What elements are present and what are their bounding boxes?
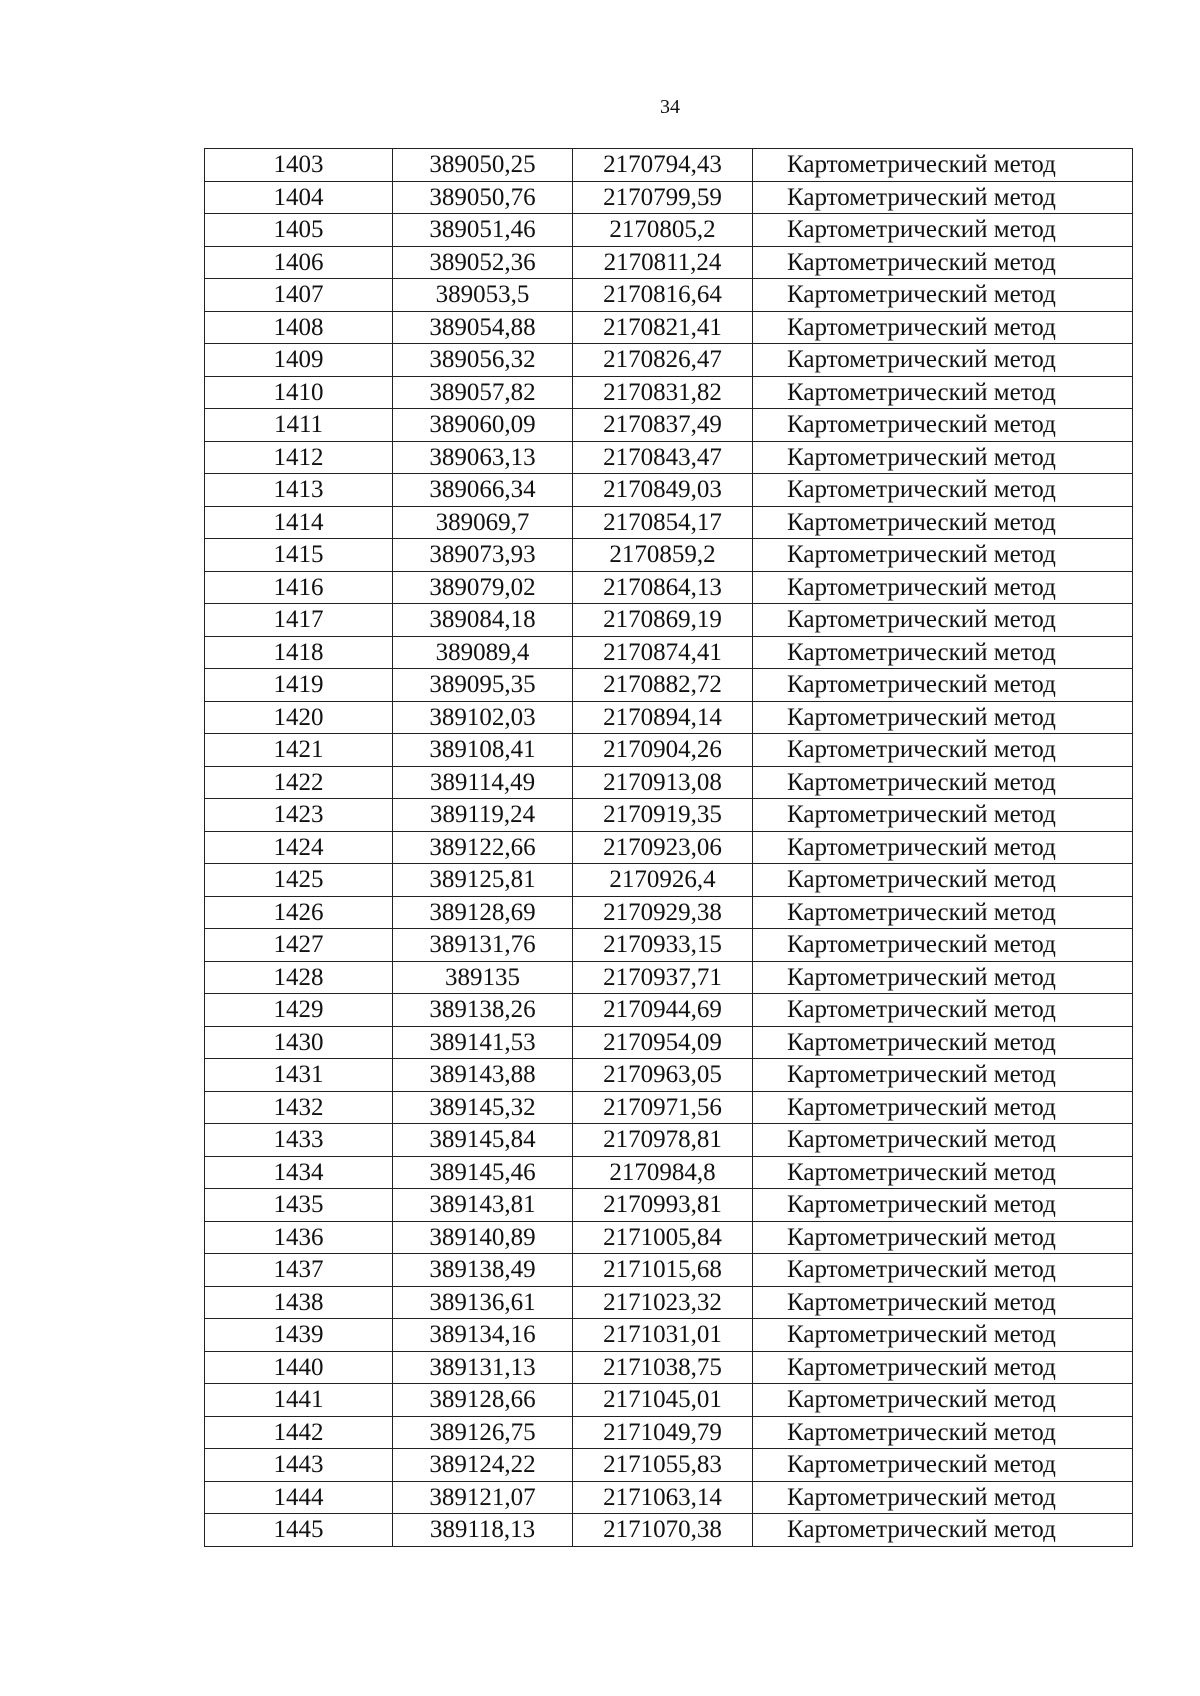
table-row [205, 831, 1133, 864]
point-number-cell: 1420 [205, 701, 393, 734]
table-row [205, 799, 1133, 832]
method-cell: Картометрический метод [753, 1319, 1133, 1352]
table-row [205, 994, 1133, 1027]
point-number-cell: 1403 [205, 149, 393, 182]
table-row [205, 864, 1133, 897]
method-cell: Картометрический метод [753, 896, 1133, 929]
method-cell: Картометрический метод [753, 1449, 1133, 1482]
x-coordinate-cell: 389145,32 [393, 1091, 573, 1124]
x-coordinate-cell: 389053,5 [393, 279, 573, 312]
x-coordinate-cell: 389084,18 [393, 604, 573, 637]
method-cell: Картометрический метод [753, 441, 1133, 474]
y-coordinate-cell: 2170794,43 [573, 149, 753, 182]
y-coordinate-cell: 2170859,2 [573, 539, 753, 572]
table-row [205, 636, 1133, 669]
point-number-cell: 1416 [205, 571, 393, 604]
method-cell: Картометрический метод [753, 1221, 1133, 1254]
y-coordinate-cell: 2171063,14 [573, 1481, 753, 1514]
x-coordinate-cell: 389145,46 [393, 1156, 573, 1189]
method-cell: Картометрический метод [753, 1416, 1133, 1449]
y-coordinate-cell: 2170843,47 [573, 441, 753, 474]
y-coordinate-cell: 2170799,59 [573, 181, 753, 214]
x-coordinate-cell: 389128,66 [393, 1384, 573, 1417]
y-coordinate-cell: 2170937,71 [573, 961, 753, 994]
x-coordinate-cell: 389136,61 [393, 1286, 573, 1319]
x-coordinate-cell: 389126,75 [393, 1416, 573, 1449]
y-coordinate-cell: 2170963,05 [573, 1059, 753, 1092]
point-number-cell: 1421 [205, 734, 393, 767]
method-cell: Картометрический метод [753, 1189, 1133, 1222]
point-number-cell: 1414 [205, 506, 393, 539]
table-row [205, 506, 1133, 539]
y-coordinate-cell: 2171005,84 [573, 1221, 753, 1254]
table-row [205, 896, 1133, 929]
x-coordinate-cell: 389119,24 [393, 799, 573, 832]
method-cell: Картометрический метод [753, 344, 1133, 377]
y-coordinate-cell: 2171015,68 [573, 1254, 753, 1287]
y-coordinate-cell: 2170826,47 [573, 344, 753, 377]
table-row [205, 344, 1133, 377]
point-number-cell: 1430 [205, 1026, 393, 1059]
point-number-cell: 1411 [205, 409, 393, 442]
table-row [205, 539, 1133, 572]
method-cell: Картометрический метод [753, 1254, 1133, 1287]
table-row [205, 1449, 1133, 1482]
point-number-cell: 1429 [205, 994, 393, 1027]
method-cell: Картометрический метод [753, 799, 1133, 832]
table-row [205, 1189, 1133, 1222]
method-cell: Картометрический метод [753, 149, 1133, 182]
point-number-cell: 1426 [205, 896, 393, 929]
point-number-cell: 1444 [205, 1481, 393, 1514]
table-row [205, 311, 1133, 344]
point-number-cell: 1404 [205, 181, 393, 214]
x-coordinate-cell: 389066,34 [393, 474, 573, 507]
y-coordinate-cell: 2170811,24 [573, 246, 753, 279]
method-cell: Картометрический метод [753, 864, 1133, 897]
method-cell: Картометрический метод [753, 994, 1133, 1027]
method-cell: Картометрический метод [753, 734, 1133, 767]
x-coordinate-cell: 389141,53 [393, 1026, 573, 1059]
y-coordinate-cell: 2170805,2 [573, 214, 753, 247]
point-number-cell: 1442 [205, 1416, 393, 1449]
x-coordinate-cell: 389122,66 [393, 831, 573, 864]
y-coordinate-cell: 2170929,38 [573, 896, 753, 929]
method-cell: Картометрический метод [753, 506, 1133, 539]
y-coordinate-cell: 2170849,03 [573, 474, 753, 507]
method-cell: Картометрический метод [753, 1156, 1133, 1189]
page-number: 34 [660, 96, 680, 118]
method-cell: Картометрический метод [753, 1514, 1133, 1547]
x-coordinate-cell: 389145,84 [393, 1124, 573, 1157]
x-coordinate-cell: 389089,4 [393, 636, 573, 669]
point-number-cell: 1417 [205, 604, 393, 637]
x-coordinate-cell: 389108,41 [393, 734, 573, 767]
method-cell: Картометрический метод [753, 766, 1133, 799]
coordinates-table-body [205, 149, 1133, 1547]
x-coordinate-cell: 389056,32 [393, 344, 573, 377]
method-cell: Картометрический метод [753, 279, 1133, 312]
method-cell: Картометрический метод [753, 571, 1133, 604]
table-row [205, 1156, 1133, 1189]
y-coordinate-cell: 2170933,15 [573, 929, 753, 962]
method-cell: Картометрический метод [753, 1286, 1133, 1319]
method-cell: Картометрический метод [753, 961, 1133, 994]
y-coordinate-cell: 2170837,49 [573, 409, 753, 442]
x-coordinate-cell: 389051,46 [393, 214, 573, 247]
x-coordinate-cell: 389143,81 [393, 1189, 573, 1222]
table-row [205, 1059, 1133, 1092]
point-number-cell: 1419 [205, 669, 393, 702]
point-number-cell: 1434 [205, 1156, 393, 1189]
y-coordinate-cell: 2170993,81 [573, 1189, 753, 1222]
y-coordinate-cell: 2170831,82 [573, 376, 753, 409]
y-coordinate-cell: 2170821,41 [573, 311, 753, 344]
x-coordinate-cell: 389135 [393, 961, 573, 994]
method-cell: Картометрический метод [753, 1026, 1133, 1059]
y-coordinate-cell: 2170854,17 [573, 506, 753, 539]
x-coordinate-cell: 389134,16 [393, 1319, 573, 1352]
x-coordinate-cell: 389138,49 [393, 1254, 573, 1287]
point-number-cell: 1440 [205, 1351, 393, 1384]
x-coordinate-cell: 389121,07 [393, 1481, 573, 1514]
table-row [205, 571, 1133, 604]
point-number-cell: 1408 [205, 311, 393, 344]
point-number-cell: 1437 [205, 1254, 393, 1287]
table-row [205, 246, 1133, 279]
y-coordinate-cell: 2170874,41 [573, 636, 753, 669]
x-coordinate-cell: 389050,25 [393, 149, 573, 182]
x-coordinate-cell: 389073,93 [393, 539, 573, 572]
table-row [205, 734, 1133, 767]
method-cell: Картометрический метод [753, 1481, 1133, 1514]
method-cell: Картометрический метод [753, 929, 1133, 962]
y-coordinate-cell: 2170913,08 [573, 766, 753, 799]
method-cell: Картометрический метод [753, 409, 1133, 442]
table-row [205, 1124, 1133, 1157]
table-row [205, 1091, 1133, 1124]
point-number-cell: 1424 [205, 831, 393, 864]
x-coordinate-cell: 389143,88 [393, 1059, 573, 1092]
x-coordinate-cell: 389095,35 [393, 669, 573, 702]
table-row [205, 376, 1133, 409]
x-coordinate-cell: 389124,22 [393, 1449, 573, 1482]
y-coordinate-cell: 2170971,56 [573, 1091, 753, 1124]
point-number-cell: 1445 [205, 1514, 393, 1547]
method-cell: Картометрический метод [753, 1351, 1133, 1384]
point-number-cell: 1435 [205, 1189, 393, 1222]
y-coordinate-cell: 2171045,01 [573, 1384, 753, 1417]
method-cell: Картометрический метод [753, 181, 1133, 214]
point-number-cell: 1407 [205, 279, 393, 312]
x-coordinate-cell: 389131,76 [393, 929, 573, 962]
x-coordinate-cell: 389057,82 [393, 376, 573, 409]
table-row [205, 1319, 1133, 1352]
method-cell: Картометрический метод [753, 1384, 1133, 1417]
table-row [205, 181, 1133, 214]
x-coordinate-cell: 389125,81 [393, 864, 573, 897]
table-row [205, 1384, 1133, 1417]
table-row [205, 214, 1133, 247]
table-row [205, 441, 1133, 474]
point-number-cell: 1423 [205, 799, 393, 832]
point-number-cell: 1432 [205, 1091, 393, 1124]
y-coordinate-cell: 2170882,72 [573, 669, 753, 702]
method-cell: Картометрический метод [753, 246, 1133, 279]
table-row [205, 669, 1133, 702]
point-number-cell: 1443 [205, 1449, 393, 1482]
coordinates-table [204, 148, 1133, 1547]
table-row [205, 279, 1133, 312]
y-coordinate-cell: 2171023,32 [573, 1286, 753, 1319]
point-number-cell: 1438 [205, 1286, 393, 1319]
table-row [205, 1254, 1133, 1287]
method-cell: Картометрический метод [753, 539, 1133, 572]
table-row [205, 409, 1133, 442]
x-coordinate-cell: 389131,13 [393, 1351, 573, 1384]
table-row [205, 1481, 1133, 1514]
table-row [205, 1286, 1133, 1319]
point-number-cell: 1418 [205, 636, 393, 669]
point-number-cell: 1433 [205, 1124, 393, 1157]
x-coordinate-cell: 389118,13 [393, 1514, 573, 1547]
x-coordinate-cell: 389114,49 [393, 766, 573, 799]
x-coordinate-cell: 389052,36 [393, 246, 573, 279]
method-cell: Картометрический метод [753, 214, 1133, 247]
table-row [205, 929, 1133, 962]
y-coordinate-cell: 2170954,09 [573, 1026, 753, 1059]
table-row [205, 149, 1133, 182]
table-row [205, 701, 1133, 734]
y-coordinate-cell: 2170869,19 [573, 604, 753, 637]
y-coordinate-cell: 2170816,64 [573, 279, 753, 312]
y-coordinate-cell: 2171055,83 [573, 1449, 753, 1482]
y-coordinate-cell: 2170944,69 [573, 994, 753, 1027]
point-number-cell: 1441 [205, 1384, 393, 1417]
x-coordinate-cell: 389069,7 [393, 506, 573, 539]
x-coordinate-cell: 389079,02 [393, 571, 573, 604]
x-coordinate-cell: 389138,26 [393, 994, 573, 1027]
point-number-cell: 1439 [205, 1319, 393, 1352]
y-coordinate-cell: 2170864,13 [573, 571, 753, 604]
point-number-cell: 1412 [205, 441, 393, 474]
method-cell: Картометрический метод [753, 311, 1133, 344]
point-number-cell: 1431 [205, 1059, 393, 1092]
table-row [205, 961, 1133, 994]
y-coordinate-cell: 2170984,8 [573, 1156, 753, 1189]
x-coordinate-cell: 389140,89 [393, 1221, 573, 1254]
method-cell: Картометрический метод [753, 1059, 1133, 1092]
method-cell: Картометрический метод [753, 701, 1133, 734]
x-coordinate-cell: 389063,13 [393, 441, 573, 474]
y-coordinate-cell: 2170919,35 [573, 799, 753, 832]
point-number-cell: 1405 [205, 214, 393, 247]
y-coordinate-cell: 2171031,01 [573, 1319, 753, 1352]
method-cell: Картометрический метод [753, 636, 1133, 669]
point-number-cell: 1409 [205, 344, 393, 377]
point-number-cell: 1427 [205, 929, 393, 962]
table-row [205, 1416, 1133, 1449]
method-cell: Картометрический метод [753, 1124, 1133, 1157]
x-coordinate-cell: 389060,09 [393, 409, 573, 442]
table-row [205, 1221, 1133, 1254]
table-row [205, 1514, 1133, 1547]
point-number-cell: 1422 [205, 766, 393, 799]
table-row [205, 1351, 1133, 1384]
table-row [205, 766, 1133, 799]
table-row [205, 474, 1133, 507]
x-coordinate-cell: 389050,76 [393, 181, 573, 214]
point-number-cell: 1415 [205, 539, 393, 572]
y-coordinate-cell: 2170923,06 [573, 831, 753, 864]
point-number-cell: 1406 [205, 246, 393, 279]
table-row [205, 604, 1133, 637]
method-cell: Картометрический метод [753, 604, 1133, 637]
x-coordinate-cell: 389102,03 [393, 701, 573, 734]
method-cell: Картометрический метод [753, 1091, 1133, 1124]
method-cell: Картометрический метод [753, 831, 1133, 864]
y-coordinate-cell: 2170978,81 [573, 1124, 753, 1157]
point-number-cell: 1428 [205, 961, 393, 994]
point-number-cell: 1436 [205, 1221, 393, 1254]
x-coordinate-cell: 389054,88 [393, 311, 573, 344]
method-cell: Картометрический метод [753, 669, 1133, 702]
point-number-cell: 1413 [205, 474, 393, 507]
y-coordinate-cell: 2171070,38 [573, 1514, 753, 1547]
point-number-cell: 1425 [205, 864, 393, 897]
x-coordinate-cell: 389128,69 [393, 896, 573, 929]
y-coordinate-cell: 2170904,26 [573, 734, 753, 767]
y-coordinate-cell: 2171049,79 [573, 1416, 753, 1449]
method-cell: Картометрический метод [753, 376, 1133, 409]
y-coordinate-cell: 2171038,75 [573, 1351, 753, 1384]
point-number-cell: 1410 [205, 376, 393, 409]
y-coordinate-cell: 2170894,14 [573, 701, 753, 734]
y-coordinate-cell: 2170926,4 [573, 864, 753, 897]
table-row [205, 1026, 1133, 1059]
method-cell: Картометрический метод [753, 474, 1133, 507]
